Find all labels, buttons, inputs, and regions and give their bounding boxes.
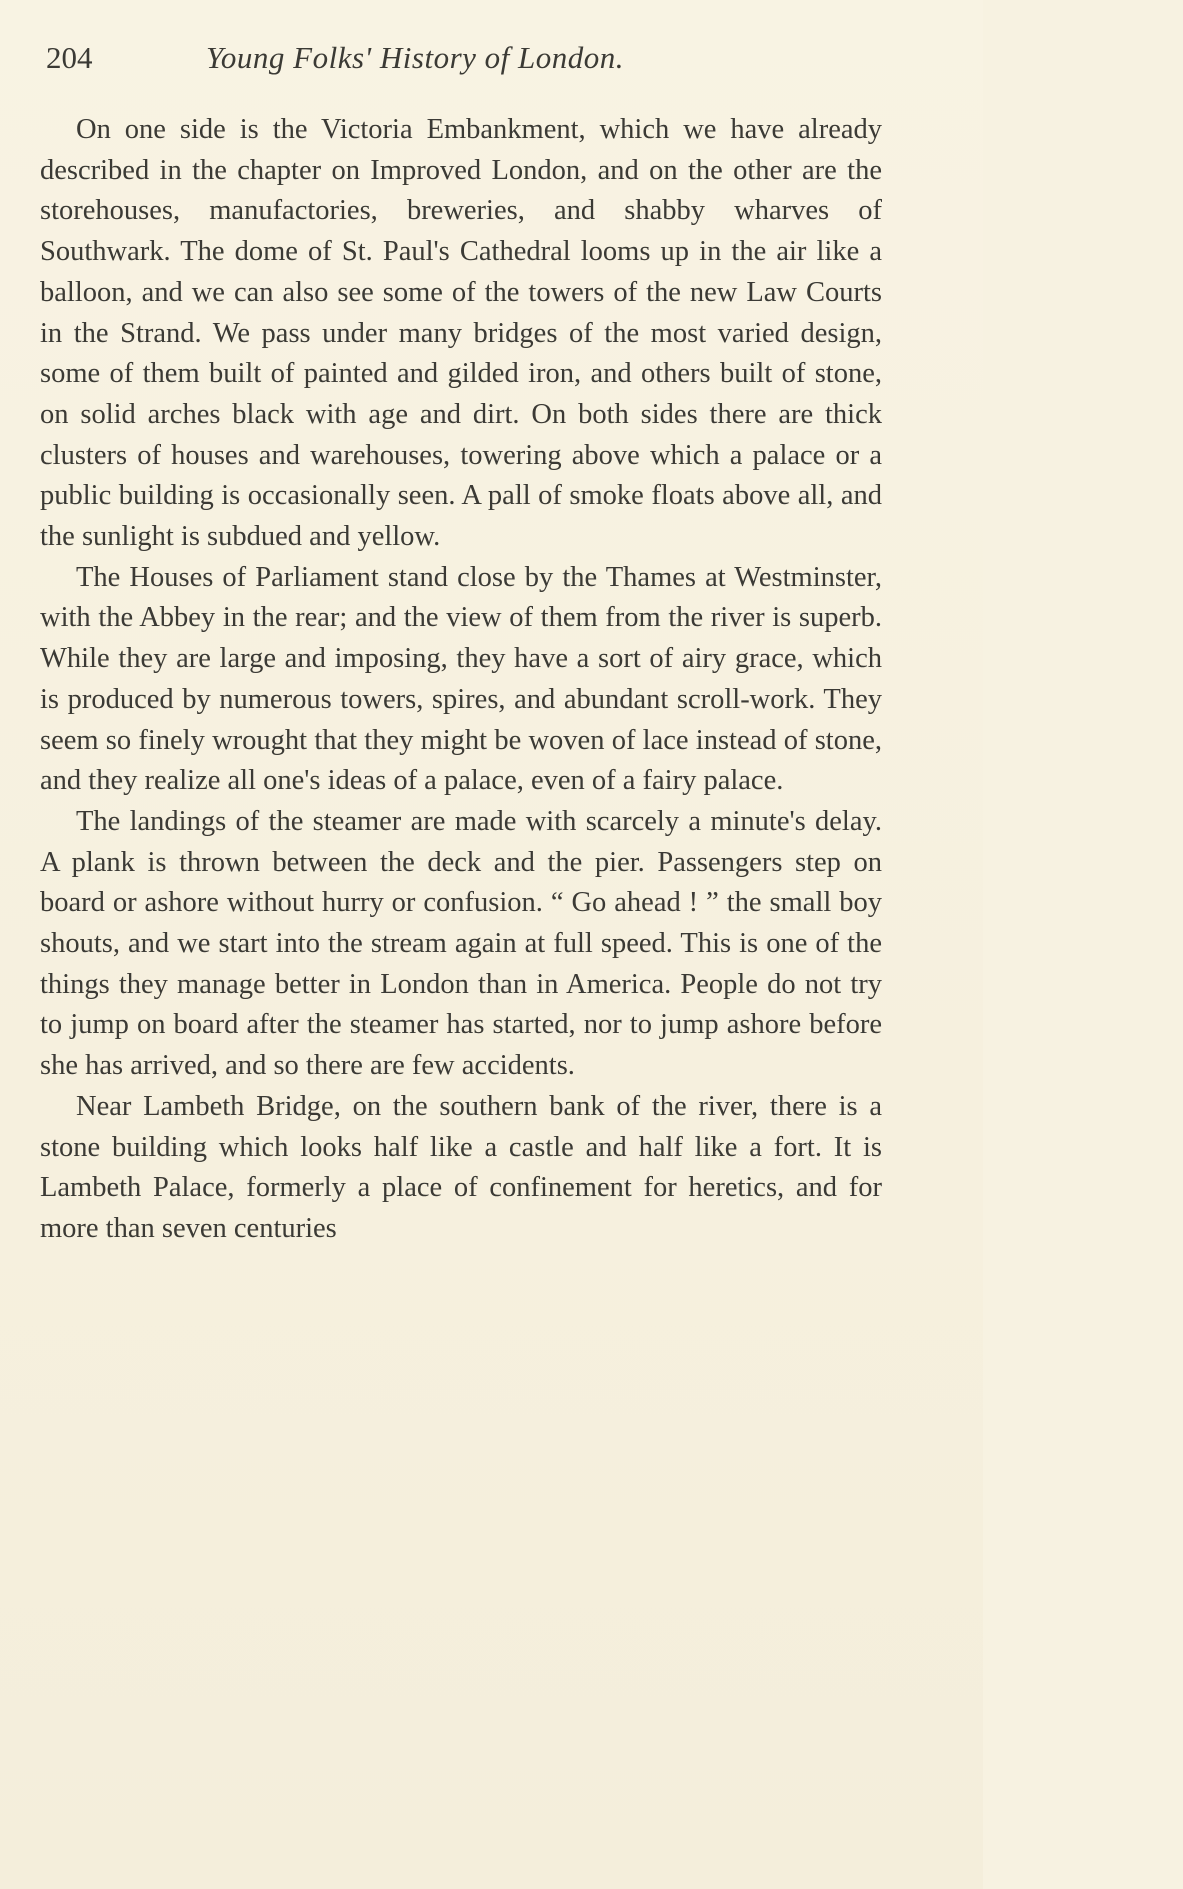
paragraph: The landings of the steamer are made with scarcely a minute's delay. A plank is thrown between the deck and the pier. Passengers step on board or ashore without hurry or confusion. “ Go ahead ! ” the small boy shouts, and we start into the stream again at full speed. This is one of the things they manage better in London than in America. People do not try to jump on board after the steamer has started, nor to jump ashore before she has arrived, and so there are few accidents. xyxy=(40,805,882,1082)
paragraph: Near Lambeth Bridge, on the southern bank of the river, there is a stone building which looks half like a castle and half like a fort. It is Lambeth Palace, formerly a place of confinement for heretics, and for more than seven centuries xyxy=(40,1090,882,1244)
page-header xyxy=(46,38,866,78)
paragraph: On one side is the Victoria Embankment, which we have already described in the chapter on Improved London, and on the other are the storehouses, manufactories, breweries, and shabby wharves of Southwark. The dome of St. Paul's Cathedral looms up in the air like a balloon, and we can also see some of the towers of the new Law Courts in the Strand. We pass under many bridges of the most varied design, some of them built of painted and gilded iron, and others built of stone, on solid arches black with age and dirt. On both sides there are thick clusters of houses and warehouses, towering above which a palace or a public building is occasionally seen. A pall of smoke floats above all, and the sunlight is subdued and yellow. xyxy=(40,114,882,553)
running-title: Young Folks' History of London. xyxy=(206,40,625,75)
paragraph: The Houses of Parliament stand close by the Thames at Westminster, with the Abbey in the rear; and the view of them from the river is superb. While they are large and imposing, they have a sort of airy grace, which is produced by numerous towers, spires, and abundant scroll-work. They seem so finely wrought that they might be woven of lace instead of stone, and they realize all one's ideas of a palace, even of a fairy palace. xyxy=(40,561,882,797)
page-number: 204 xyxy=(46,40,93,75)
body-text xyxy=(40,110,882,1250)
